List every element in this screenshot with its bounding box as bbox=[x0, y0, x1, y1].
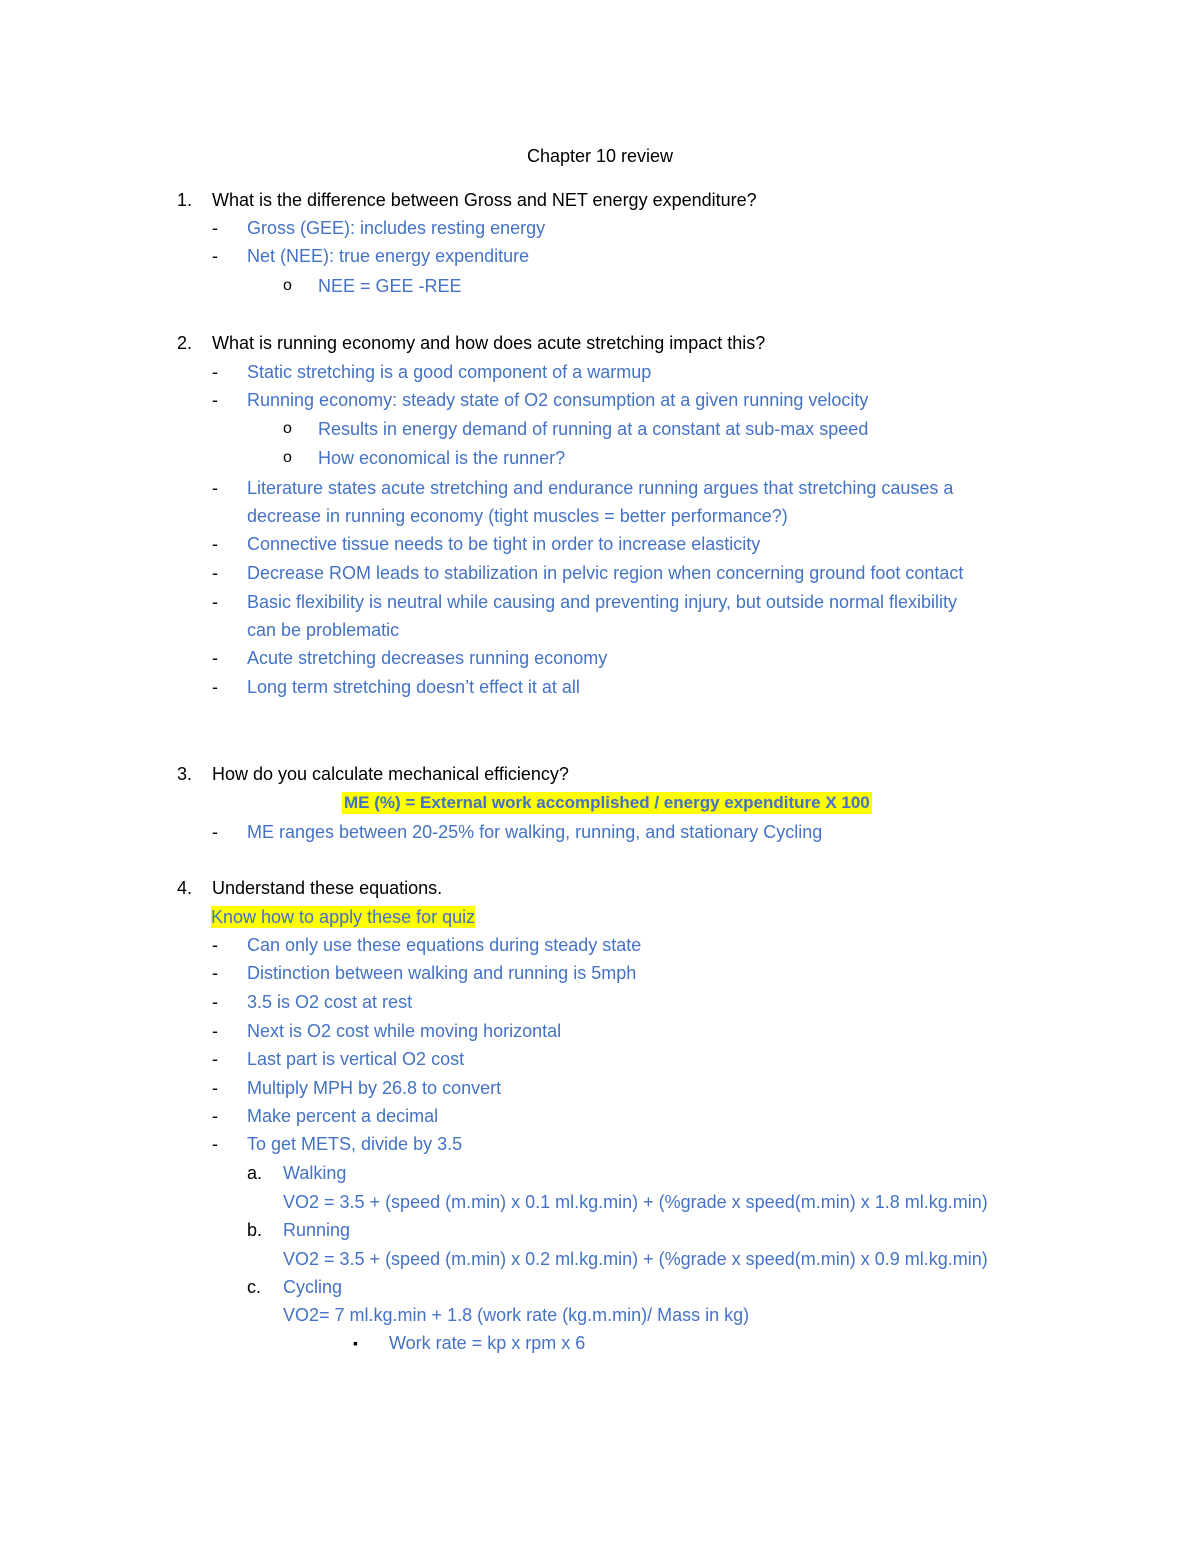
q4-bullet: Make percent a decimal bbox=[247, 1106, 439, 1126]
q2-sub-bullet: Results in energy demand of running at a constant at sub-max speed bbox=[318, 419, 869, 439]
q1-bullet-net: Net (NEE): true energy expenditure bbox=[247, 246, 530, 266]
dash-bullet: - bbox=[212, 1078, 218, 1098]
dash-bullet: - bbox=[212, 992, 218, 1012]
dash-bullet: - bbox=[212, 935, 218, 955]
q4-number: 4. bbox=[176, 878, 192, 898]
q2-bullet-continuation: can be problematic bbox=[247, 620, 400, 640]
dash-bullet: - bbox=[212, 246, 218, 266]
circle-bullet: o bbox=[283, 449, 292, 466]
q2-bullet: Decrease ROM leads to stabilization in pelvic region when concerning ground foot contact bbox=[247, 563, 964, 583]
running-label: Running bbox=[283, 1220, 351, 1240]
q1-sub-bullet: NEE = GEE -REE bbox=[318, 276, 462, 296]
q3-formula-highlighted: ME (%) = External work accomplished / energy expenditure X 100 bbox=[344, 793, 870, 812]
list-label-b: b. bbox=[247, 1220, 263, 1240]
q3-bullet: ME ranges between 20-25% for walking, running, and stationary Cycling bbox=[247, 822, 823, 842]
dash-bullet: - bbox=[212, 534, 218, 554]
dash-bullet: - bbox=[212, 677, 218, 697]
dash-bullet: - bbox=[212, 478, 218, 498]
dash-bullet: - bbox=[212, 648, 218, 668]
running-equation: VO2 = 3.5 + (speed (m.min) x 0.2 ml.kg.min) + (%grade x speed(m.min) x 0.9 ml.kg.min) bbox=[283, 1249, 988, 1269]
list-label-c: c. bbox=[247, 1277, 262, 1297]
cycling-sub-bullet: Work rate = kp x rpm x 6 bbox=[389, 1333, 586, 1353]
dash-bullet: - bbox=[212, 1106, 218, 1126]
q2-bullet-continuation: decrease in running economy (tight muscles = better performance?) bbox=[247, 506, 788, 526]
q1-question: What is the difference between Gross and NET energy expenditure? bbox=[212, 190, 757, 210]
q3-question: How do you calculate mechanical efficiency? bbox=[212, 764, 569, 784]
q4-question: Understand these equations. bbox=[212, 878, 443, 898]
page-title: Chapter 10 review bbox=[526, 146, 674, 166]
dash-bullet: - bbox=[212, 1049, 218, 1069]
q1-number: 1. bbox=[176, 190, 192, 210]
circle-bullet: o bbox=[283, 420, 292, 437]
dash-bullet: - bbox=[212, 1134, 218, 1154]
cycling-label: Cycling bbox=[283, 1277, 343, 1297]
dash-bullet: - bbox=[212, 390, 218, 410]
q2-bullet: Basic flexibility is neutral while causing and preventing injury, but outside normal flexibility bbox=[247, 592, 958, 612]
q4-bullet: Multiply MPH by 26.8 to convert bbox=[247, 1078, 502, 1098]
walking-label: Walking bbox=[283, 1163, 347, 1183]
q2-bullet: Literature states acute stretching and endurance running argues that stretching causes a bbox=[247, 478, 954, 498]
q4-bullet: Last part is vertical O2 cost bbox=[247, 1049, 465, 1069]
q2-number: 2. bbox=[176, 333, 192, 353]
square-bullet-icon: ▪ bbox=[353, 1335, 358, 1351]
q4-bullet: 3.5 is O2 cost at rest bbox=[247, 992, 413, 1012]
list-label-a: a. bbox=[247, 1163, 263, 1183]
circle-bullet: o bbox=[283, 277, 292, 294]
walking-equation: VO2 = 3.5 + (speed (m.min) x 0.1 ml.kg.min) + (%grade x speed(m.min) x 1.8 ml.kg.min) bbox=[283, 1192, 988, 1212]
q1-bullet-gross: Gross (GEE): includes resting energy bbox=[247, 218, 546, 238]
dash-bullet: - bbox=[212, 362, 218, 382]
q2-bullet: Running economy: steady state of O2 consumption at a given running velocity bbox=[247, 390, 869, 410]
q4-bullet: To get METS, divide by 3.5 bbox=[247, 1134, 463, 1154]
q4-bullet: Next is O2 cost while moving horizontal bbox=[247, 1021, 562, 1041]
dash-bullet: - bbox=[212, 563, 218, 583]
q4-note-highlighted: Know how to apply these for quiz bbox=[211, 907, 476, 927]
q2-bullet: Static stretching is a good component of a warmup bbox=[247, 362, 652, 382]
dash-bullet: - bbox=[212, 822, 218, 842]
dash-bullet: - bbox=[212, 963, 218, 983]
cycling-equation: VO2= 7 ml.kg.min + 1.8 (work rate (kg.m.min)/ Mass in kg) bbox=[283, 1305, 750, 1325]
q4-bullet: Can only use these equations during steady state bbox=[247, 935, 642, 955]
q2-question: What is running economy and how does acute stretching impact this? bbox=[212, 333, 766, 353]
q4-bullet: Distinction between walking and running is 5mph bbox=[247, 963, 637, 983]
q2-bullet: Connective tissue needs to be tight in order to increase elasticity bbox=[247, 534, 761, 554]
q3-number: 3. bbox=[176, 764, 192, 784]
q2-bullet: Acute stretching decreases running economy bbox=[247, 648, 608, 668]
dash-bullet: - bbox=[212, 592, 218, 612]
q2-bullet: Long term stretching doesn’t effect it at all bbox=[247, 677, 580, 697]
dash-bullet: - bbox=[212, 218, 218, 238]
dash-bullet: - bbox=[212, 1021, 218, 1041]
q2-sub-bullet: How economical is the runner? bbox=[318, 448, 566, 468]
